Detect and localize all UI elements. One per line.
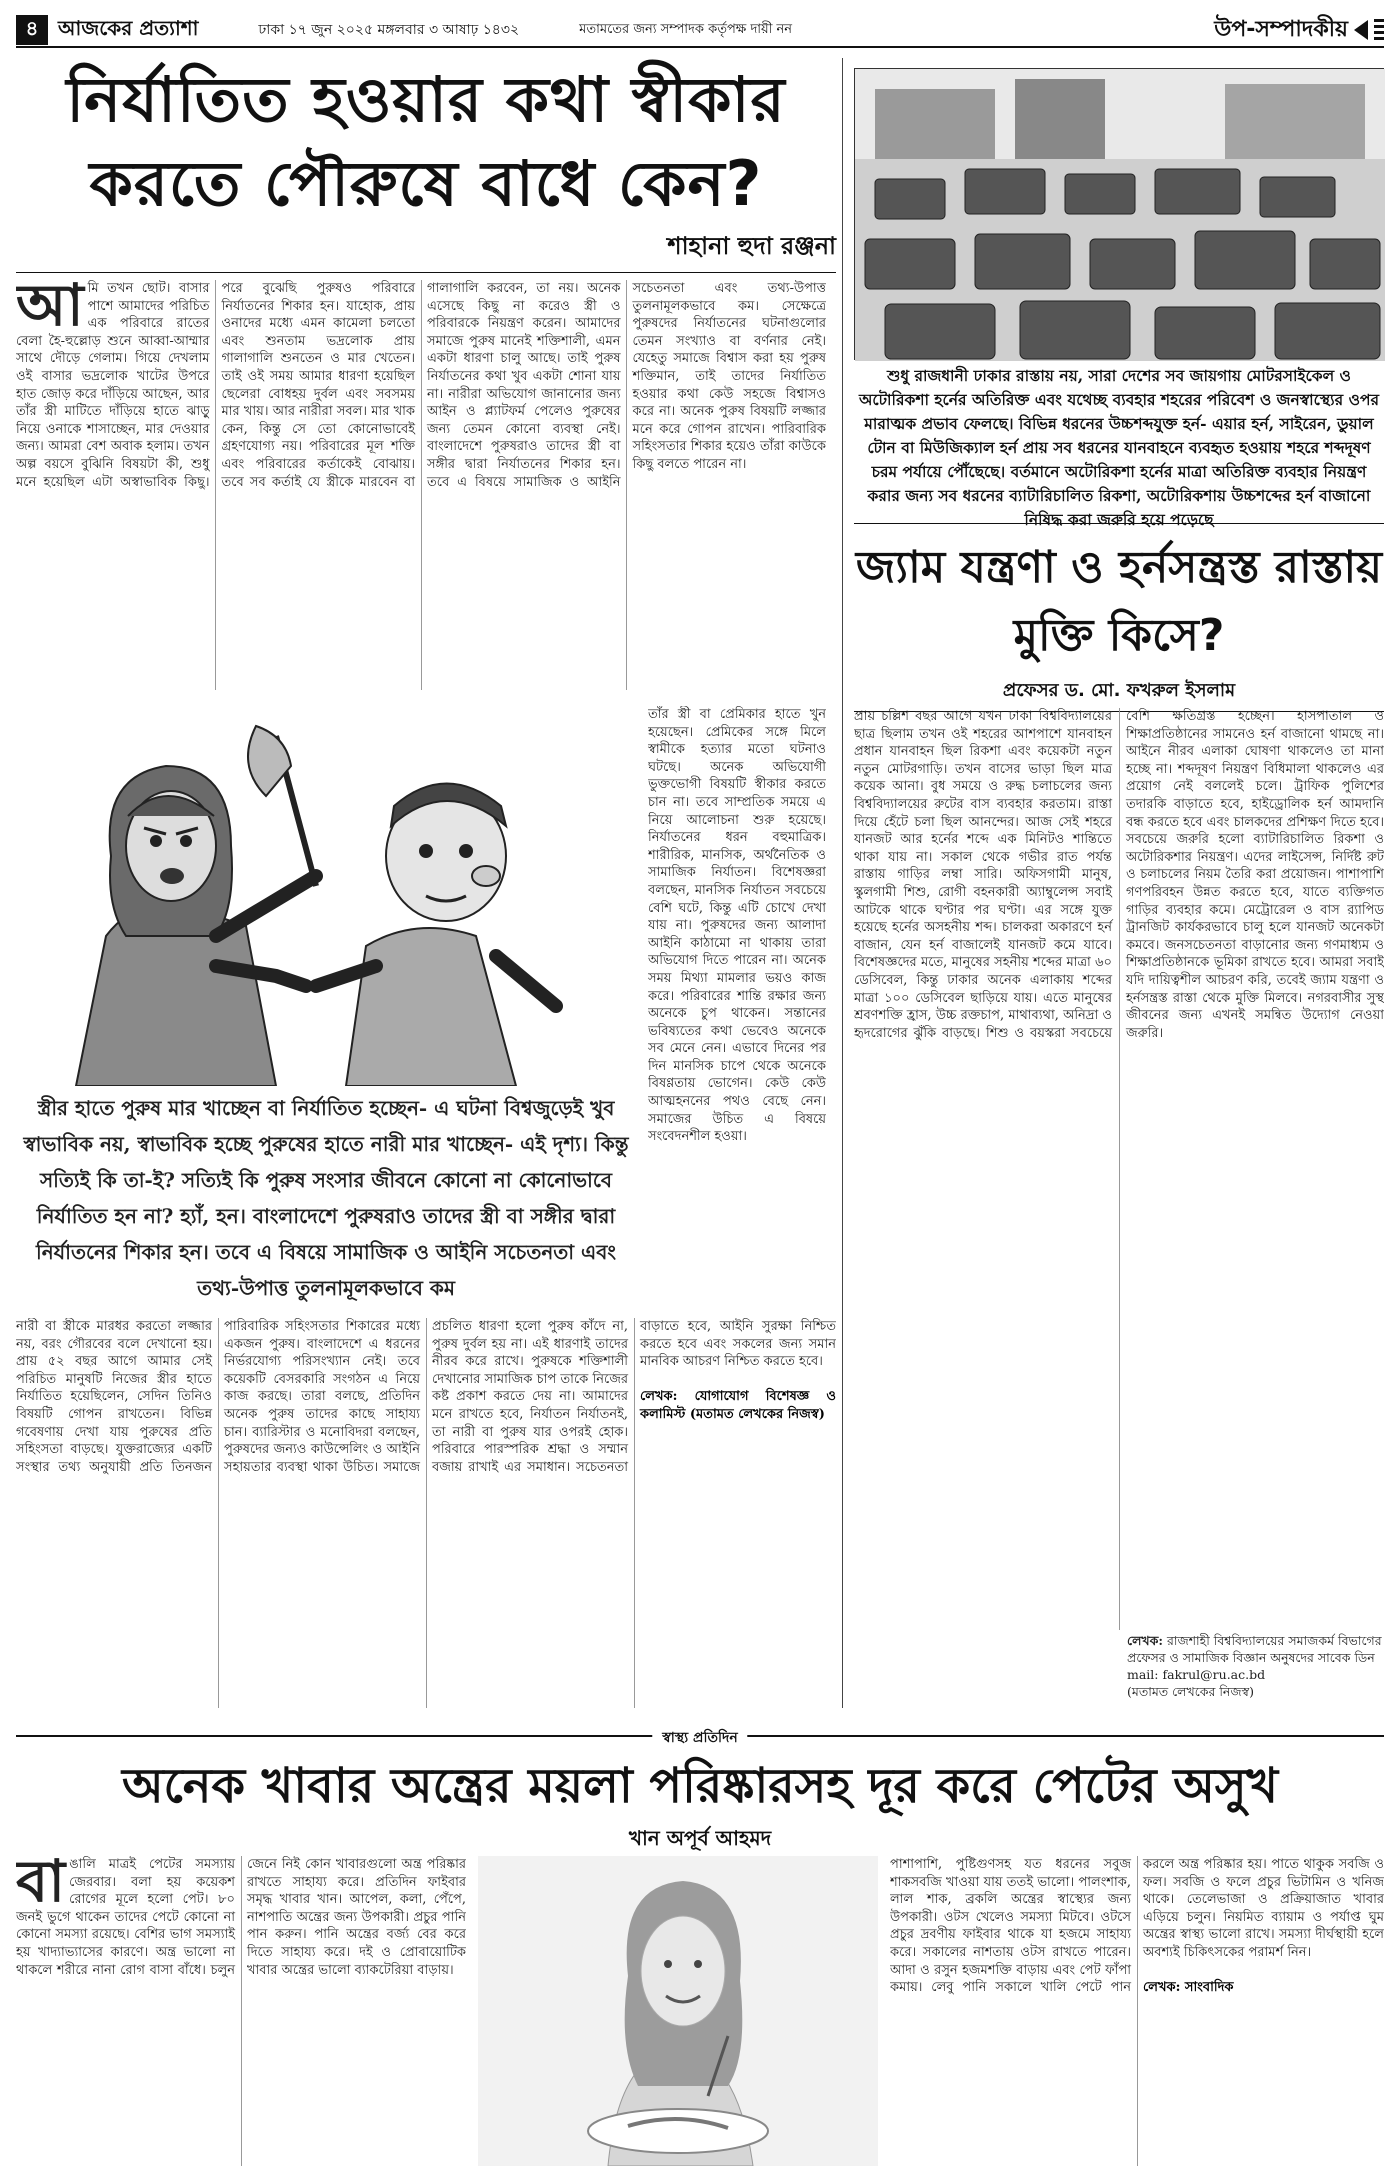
editorial-notice: মতামতের জন্য সম্পাদক কর্তৃপক্ষ দায়ী নন (579, 21, 793, 37)
health-section-label: স্বাস্থ্য প্রতিদিন (652, 1726, 747, 1750)
article-1-body-right: তাঁর স্ত্রী বা প্রেমিকার হাতে খুন হয়েছেন। প্রেমিকের সঙ্গে মিলে স্বামীকে হত্যার মতো ঘটনাও ঘটছে। অনেক অভিযোগী ভুক্তভোগী বিষয়টি স্বীকার করতে চান না। তবে সাম্প্রতিক সময়ে এ নিয়ে আলোচনা শুরু হয়েছে। নির্যাতনের ধরন বহুমাত্রিক। শারীরিক, মানসিক, অর্থনৈতিক ও সামাজিক নির্যাতন। বিশেষজ্ঞরা বলছেন, মানসিক নির্যাতন সবচেয়ে বেশি ঘটে, কিন্তু এটি চোখে দেখা যায় না। পুরুষদের জন্য আলাদা আইনি কাঠামো না থাকায় তারা অভিযোগ দিতে পারেন না। অনেক সময় মিথ্যা মামলার ভয়ও কাজ করে। পরিবারের শান্তি রক্ষার জন্য অনেকে চুপ থাকেন। সন্তানের ভবিষ্যতের কথা ভেবেও অনেকে সব মেনে নেন। এভাবে দিনের পর দিন মানসিক চাপে থেকে অনেকে বিষণ্ণতায় ভোগেন। কেউ কেউ আত্মহননের পথও বেছে নেন। সমাজের উচিত এ বিষয়ে সংবেদনশীল হওয়া। (648, 707, 826, 1145)
article-1-body-top (16, 280, 826, 690)
article-1-body-bottom (16, 1318, 836, 1708)
article-2-body: প্রায় চল্লিশ বছর আগে যখন ঢাকা বিশ্ববিদ্যালয়ের ছাত্র ছিলাম তখন ওই শহরের আশপাশে যানবাহন প্রধান যানবাহন ছিল রিকশা এবং কয়েকটা নতুন নতুন মোটরগাড়ি। তখন বাসের ভাড়া ছিল মাত্র কয়েক আনা। বুধ সময়ে ও রুদ্ধ চলাচলের জন্য বিশ্ববিদ্যালয়ের রুটের বাস ব্যবহার করতাম। রাস্তা দিয়ে হেঁটে চলা ছিল আনন্দের। আজ সেই শহরে যানজট আর হর্নের শব্দে এক মিনিটও শান্তিতে থাকা যায় না। সকাল থেকে গভীর রাত পর্যন্ত রাস্তায় গাড়ির লম্বা সারি। অফিসগামী মানুষ, স্কুলগামী শিশু, রোগী বহনকারী অ্যাম্বুলেন্স সবাই আটকে থাকে ঘণ্টার পর ঘণ্টা। এর সঙ্গে যুক্ত হয়েছে হর্নের অসহনীয় শব্দ। চালকরা অকারণে হর্ন বাজান, যেন হর্ন বাজালেই যানজট কমে যাবে। বিশেষজ্ঞদের মতে, মানুষের সহনীয় শব্দের মাত্রা ৬০ ডেসিবেল, কিন্তু ঢাকার অনেক এলাকায় শব্দের মাত্রা ১০০ ডেসিবেল ছাড়িয়ে যায়। এতে মানুষের শ্রবণশক্তি হ্রাস, উচ্চ রক্তচাপ, মাথাব্যথা, অনিদ্রা ও হৃদরোগের ঝুঁকি বাড়ছে। শিশু ও বয়স্করা সবচেয়ে বেশি ক্ষতিগ্রস্ত হচ্ছেন। হাসপাতাল ও শিক্ষাপ্রতিষ্ঠানের সামনেও হর্ন বাজানো থামছে না। আইনে নীরব এলাকা ঘোষণা থাকলেও তা মানা হচ্ছে না। শব্দদূষণ নিয়ন্ত্রণ বিধিমালা থাকলেও এর প্রয়োগ নেই বললেই চলে। ট্রাফিক পুলিশের তদারকি বাড়াতে হবে, হাইড্রোলিক হর্ন আমদানি বন্ধ করতে হবে এবং চালকদের প্রশিক্ষণ দিতে হবে। সবচেয়ে জরুরি হলো ব্যাটারিচালিত রিকশা ও অটোরিকশার নিয়ন্ত্রণ। এদের লাইসেন্স, নির্দিষ্ট রুট ও চলাচলের নিয়ম তৈরি করা প্রয়োজন। পাশাপাশি গণপরিবহন উন্নত করতে হবে, যাতে ব্যক্তিগত গাড়ির ব্যবহার কমে। মেট্রোরেল ও বাস র‍্যাপিড ট্রানজিট কার্যকরভাবে চালু হলে যানজট অনেকটা কমবে। জনসচেতনতা বাড়ানোর জন্য গণমাধ্যম ও শিক্ষাপ্রতিষ্ঠানকে ভূমিকা রাখতে হবে। আমরা সবাই যদি দায়িত্বশীল আচরণ করি, তবেই জ্যাম যন্ত্রণা ও হর্নসন্ত্রস্ত রাস্তা থেকে মুক্তি মিলবে। নগরবাসীর সুস্থ জীবনের জন্য এখনই সমন্বিত উদ্যোগ নেওয়া জরুরি। (854, 709, 1384, 1041)
article-2-footer-label: লেখক: (1127, 1633, 1163, 1648)
article-3-photo (478, 1856, 878, 2166)
health-section-rule (16, 1728, 1384, 1744)
article-2-title[interactable]: জ্যাম যন্ত্রণা ও হর্নসন্ত্রস্ত রাস্তায় মুক্তি কিসে? (855, 542, 1383, 661)
article-1-header (16, 58, 836, 273)
woman-eating-image (478, 1856, 878, 2166)
article-1-body-bottom-text: নারী বা স্ত্রীকে মারধর করতো লজ্জার নয়, বরং গৌরবের বলে দেখানো হয়। প্রায় ৫২ বছর আগে আমার সেই পরিচিত মানুষটি নিজের স্ত্রীর হাতে নির্যাতিত হয়েছিলেন, সেদিন তিনিও বিষয়টি গোপন রাখতেন। বিভিন্ন গবেষণায় দেখা যায় পুরুষের প্রতি সহিংসতা বাড়ছে। যুক্তরাজ্যের একটি সংস্থার তথ্য অনুযায়ী প্রতি তিনজন পারিবারিক সহিংসতার শিকারের মধ্যে একজন পুরুষ। বাংলাদেশে এ ধরনের নির্ভরযোগ্য পরিসংখ্যান নেই। তবে কয়েকটি বেসরকারি সংগঠন এ নিয়ে কাজ করছে। তারা বলছে, প্রতিদিন অনেক পুরুষ তাদের কাছে সাহায্য চান। ব্যারিস্টার ও মনোবিদরা বলছেন, পুরুষদের জন্যও কাউন্সেলিং ও আইনি সহায়তার ব্যবস্থা থাকা উচিত। সমাজে প্রচলিত ধারণা হলো পুরুষ কাঁদে না, পুরুষ দুর্বল হয় না। এই ধারণাই তাদের নীরব করে রাখে। পুরুষকে শক্তিশালী দেখানোর সামাজিক চাপ তাকে নিজের কষ্ট প্রকাশ করতে দেয় না। আমাদের মনে রাখতে হবে, নির্যাতন নির্যাতনই, তা নারী বা পুরুষ যার ওপরই হোক। পরিবারে পারস্পরিক শ্রদ্ধা ও সম্মান বজায় রাখাই এর সমাধান। সচেতনতা বাড়াতে হবে, আইনি সুরক্ষা নিশ্চিত করতে হবে এবং সকলের জন্য সমান মানবিক আচরণ নিশ্চিত করতে হবে। (16, 1319, 836, 1475)
article-2-footer-text: রাজশাহী বিশ্ববিদ্যালয়ের সমাজকর্ম বিভাগের প্রফেসর ও সামাজিক বিজ্ঞান অনুষদের সাবেক ডিন (1127, 1633, 1382, 1665)
newspaper-name[interactable]: আজকের প্রত্যাশা (58, 15, 199, 40)
issue-date: ঢাকা ১৭ জুন ২০২৫ মঙ্গলবার ৩ আষাঢ় ১৪৩২ (258, 22, 520, 38)
article-3-body-left-text: ঙালি মাত্রই পেটের সমস্যায় জেরবার। বলা হয় কয়েকশ রোগের মূলে হলো পেট। ৮০ জনই ভুগে থাকেন তাদের পেটে কোনো না কোনো সমস্যা রয়েছে। বেশির ভাগ সমস্যাই হয় খাদ্যাভ্যাসের কারণে। অন্ত্র ভালো না থাকলে শরীরে নানা রোগ বাসা বাঁধে। চলুন জেনে নিই কোন খাবারগুলো অন্ত্র পরিষ্কার রাখতে সাহায্য করে। প্রতিদিন ফাইবার সমৃদ্ধ খাবার খান। আপেল, কলা, পেঁপে, নাশপাতি অন্ত্রের জন্য উপকারী। প্রচুর পানি পান করুন। পানি অন্ত্রের বর্জ্য বের করে দিতে সাহায্য করে। দই ও প্রোবায়োটিক খাবার অন্ত্রের ভালো ব্যাকটেরিয়া বাড়ায়। (16, 1857, 466, 1978)
section-label: উপ-সম্পাদকীয় (1214, 16, 1348, 42)
article-3-title[interactable]: অনেক খাবার অন্ত্রের ময়লা পরিষ্কারসহ দূর করে পেটের অসুখ (121, 1758, 1279, 1814)
article-3-body-right-text: পাশাপাশি, পুষ্টিগুণসহ যত ধরনের সবুজ শাকসবজি খাওয়া যায় ততই ভালো। পালংশাক, লাল শাক, ব্রকলি অন্ত্রের স্বাস্থ্যের জন্য উপকারী। ওটস খেলেও সমস্যা মিটবে। ওটসে প্রচুর দ্রবণীয় ফাইবার থাকে যা হজমে সাহায্য করে। সকালের নাশতায় ওটস রাখতে পারেন। আদা ও রসুন হজমশক্তি বাড়ায় এবং পেট ফাঁপা কমায়। লেবু পানি সকালে খালি পেটে পান করলে অন্ত্র পরিষ্কার হয়। পাতে থাকুক সবজি ও ফল। সবজি ও ফলে প্রচুর ভিটামিন ও খনিজ থাকে। তেলেভাজা ও প্রক্রিয়াজাত খাবার এড়িয়ে চলুন। নিয়মিত ব্যায়াম ও পর্যাপ্ত ঘুম অন্ত্রের স্বাস্থ্য ভালো রাখে। সমস্যা দীর্ঘস্থায়ী হলে অবশ্যই চিকিৎসকের পরামর্শ নিন। (890, 1857, 1384, 1996)
article-1-footer: লেখক: যোগাযোগ বিশেষজ্ঞ ও কলামিস্ট (মতামত লেখকের নিজস্ব) (640, 1389, 836, 1422)
article-2-author: প্রফেসর ড. মো. ফখরুল ইসলাম (854, 676, 1384, 712)
article-1-body-top-text: মি তখন ছোট। বাসার পাশে আমাদের পরিচিত এক পরিবারে রাতের বেলা হৈ-হুল্লোড় শুনে আব্বা-আম্মার সাথে দৌড়ে গেলাম। গিয়ে দেখলাম ওই বাসার ভদ্রলোক খাটের উপরে হাত জোড় করে দাঁড়িয়ে আছেন, আর তাঁর স্ত্রী মাটিতে দাঁড়িয়ে হাতে ঝাড়ু নিয়ে ওনাকে শাসাচ্ছেন, মার দেওয়ার জন্য। আমরা বেশ অবাক হলাম। তখন অল্প বয়সে বুঝিনি বিষয়টা কী, শুধু মনে হয়েছিল এটা অস্বাভাবিক কিছু। পরে বুঝেছি পুরুষও পরিবারে নির্যাতনের শিকার হন। যাহোক, প্রায় ওনাদের মধ্যে এমন কামেলা চলতো এবং শুনতাম ভদ্রলোক প্রায় গালাগালি শুনতেন ও মার খেতেন। তাই ওই সময় আমার ধারণা হয়েছিল ছেলেরা বোধহয় দুর্বল এবং সবসময় মার খায়। আর নারীরা সবল। মার খাক কেন, কিন্তু সে তো কোনোভাবেই গ্রহণযোগ্য নয়। পরিবারের মূল শক্তি এবং পরিবারের কর্তাকেই বোঝায়। তবে সব কর্তাই যে স্ত্রীকে মারবেন বা গালাগালি করবেন, তা নয়। অনেক এসেছে কিছু না করেও স্ত্রী ও পরিবারকে নিয়ন্ত্রণ করেন। আমাদের সমাজে পুরুষ মানেই শক্তিশালী, এমন একটা ধারণা চালু আছে। তাই পুরুষ নির্যাতনের কথা খুব একটা শোনা যায় না। নারীরা অভিযোগ জানানোর জন্য আইন ও প্ল্যাটফর্ম পেলেও পুরুষের জন্য তেমন কোনো ব্যবস্থা নেই। বাংলাদেশে পুরুষরাও তাদের স্ত্রী বা সঙ্গীর দ্বারা নির্যাতনের শিকার হন। তবে এ বিষয়ে সামাজিক ও আইনি সচেতনতা এবং তথ্য-উপাত্ত তুলনামূলকভাবে কম। সেক্ষেত্রে পুরুষদের নির্যাতনের ঘটনাগুলোর তেমন সংখ্যাও বা বর্ণনার নেই। যেহেতু সমাজে বিশ্বাস করা হয় পুরুষ শক্তিমান, তাই তাদের নির্যাতিত হওয়ার কথা কেউ সহজে বিশ্বাসও করে না। অনেক পুরুষ বিষয়টি লজ্জার মনে করে গোপন রাখেন। পারিবারিক সহিংসতার শিকার হয়েও তাঁরা কাউকে কিছু বলতে পারেন না। (16, 281, 826, 490)
cartoon-image (16, 706, 636, 1086)
article-2-footer-note: (মতামত লেখকের নিজস্ব) (1127, 1684, 1255, 1699)
traffic-image (855, 69, 1385, 361)
page-number: ৪ (16, 15, 48, 45)
article-1-author: শাহানা হুদা রঞ্জনা (16, 228, 836, 273)
traffic-photo (854, 68, 1384, 360)
column-divider (842, 58, 843, 1708)
section-name (1214, 12, 1384, 49)
article-1-pullquote: স্ত্রীর হাতে পুরুষ মার খাচ্ছেন বা নির্যাতিত হচ্ছেন- এ ঘটনা বিশ্বজুড়েই খুব স্বাভাবিক নয়, স্বাভাবিক হচ্ছে পুরুষের হাতে নারী মার খাচ্ছেন- এই দৃশ্য। কিন্তু সত্যিই কি তা-ই? সত্যিই কি পুরুষ সংসার জীবনে কোনো না কোনোভাবে নির্যাতিত হন না? হ্যাঁ, হন। বাংলাদেশে পুরুষরাও তাদের স্ত্রী বা সঙ্গীর দ্বারা নির্যাতনের শিকার হন। তবে এ বিষয়ে সামাজিক ও আইনি সচেতনতা এবং তথ্য-উপাত্ত তুলনামূলকভাবে কম (23, 1096, 629, 1300)
article-2-footer (1127, 1632, 1384, 1700)
section-marker-icon (1354, 20, 1368, 40)
article-3-body-right (890, 1856, 1384, 2166)
page-header (16, 14, 1384, 48)
photo-caption: শুধু রাজধানী ঢাকার রাস্তায় নয়, সারা দেশের সব জায়গায় মোটরসাইকেল ও অটোরিকশা হর্নের অতিরিক্ত এবং যথেচ্ছ ব্যবহার শহরের পরিবেশ ও জনস্বাস্থ্যের ওপর মারাত্মক প্রভাব ফেলছে। বিভিন্ন ধরনের উচ্চশব্দযুক্ত হর্ন- এয়ার হর্ন, সাইরেন, ডুয়াল টোন বা মিউজিক্যাল হর্ন প্রায় সব ধরনের যানবাহনে ব্যবহৃত হওয়ায় শহরে শব্দদূষণ চরম পর্যায়ে পৌঁছেছে। বর্তমানে অটোরিকশা হর্নের মাত্রা অতিরিক্ত ব্যবহার নিয়ন্ত্রণ করার জন্য সব ধরনের ব্যাটারিচালিত রিকশা, অটোরিকশায় উচ্চশব্দের হর্ন বাজানো নিষিদ্ধ করা জরুরি হয়ে পড়েছে (854, 364, 1384, 524)
article-1-dropcap: আ (16, 280, 84, 339)
article-1-illustration (16, 706, 636, 1086)
article-2-email[interactable]: mail: fakrul@ru.ac.bd (1127, 1667, 1266, 1682)
article-1-title[interactable]: নির্যাতিত হওয়ার কথা স্বীকার করতে পৌরুষে বাধে কেন? (66, 63, 786, 220)
article-3-body-left (16, 1856, 466, 2166)
article-3-dropcap: বা (16, 1856, 66, 1915)
article-3-footer: লেখক: সাংবাদিক (1143, 1980, 1234, 1996)
article-3-author: খান অপূর্ব আহমদ (628, 1826, 772, 1850)
section-bars-icon (1374, 19, 1384, 41)
